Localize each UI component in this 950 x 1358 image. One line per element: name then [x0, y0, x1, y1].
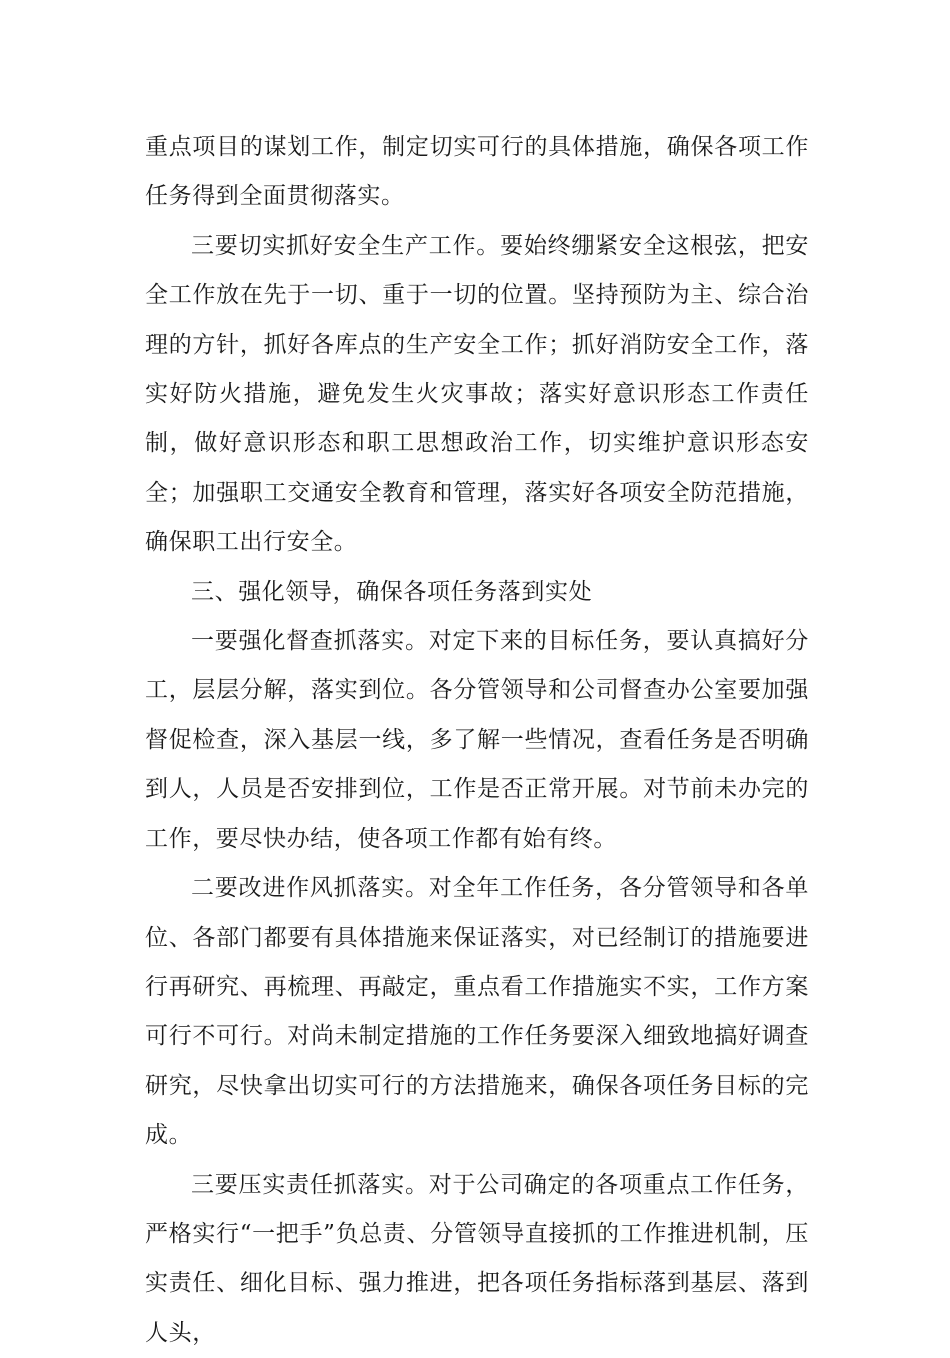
section-heading: 三、强化领导，确保各项任务落到实处 — [191, 578, 593, 605]
document-body — [145, 123, 809, 1358]
paragraph-continued: 重点项目的谋划工作，制定切实可行的具体措施，确保各项工作任务得到全面贯彻落实。 — [145, 134, 809, 210]
paragraph-work-style: 二要改进作风抓落实。对全年工作任务，各分管领导和各单位、各部门都要有具体措施来保证落实，对已经制订的措施要进行再研究、再梳理、再敲定，重点看工作措施实不实，工作方案可行不可行。对尚未制定措施的工作任务要深入细致地搞好调查研究，尽快拿出切实可行的方法措施来，确保各项任务目标的完成。 — [145, 875, 809, 1149]
paragraph-supervision: 一要强化督查抓落实。对定下来的目标任务，要认真搞好分工，层层分解，落实到位。各分管领导和公司督查办公室要加强督促检查，深入基层一线，多了解一些情况，查看任务是否明确到人，人员是否安排到位，工作是否正常开展。对节前未办完的工作，要尽快办结，使各项工作都有始有终。 — [145, 628, 809, 852]
paragraph-responsibility: 三要压实责任抓落实。对于公司确定的各项重点工作任务，严格实行“一把手”负总责、分管领导直接抓的工作推进机制，压实责任、细化目标、强力推进，把各项任务指标落到基层、落到人头， — [145, 1171, 809, 1346]
paragraph-safety-production: 三要切实抓好安全生产工作。要始终绷紧安全这根弦，把安全工作放在先于一切、重于一切的位置。坚持预防为主、综合治理的方针，抓好各库点的生产安全工作；抓好消防安全工作，落实好防火措施，避免发生火灾事故；落实好意识形态工作责任制，做好意识形态和职工思想政治工作，切实维护意识形态安全；加强职工交通安全教育和管理，落实好各项安全防范措施，确保职工出行安全。 — [145, 232, 809, 556]
